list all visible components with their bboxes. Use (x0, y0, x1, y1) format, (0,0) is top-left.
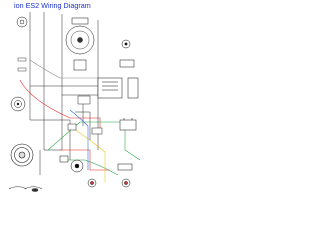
wiring-schematic (0, 0, 149, 198)
tail-lamp (88, 164, 132, 187)
headlamp (11, 144, 33, 166)
lighting-switch (120, 40, 134, 67)
distributor (66, 18, 94, 70)
fuse-icon (18, 58, 26, 71)
red-wire (20, 80, 100, 130)
grey-wire (30, 60, 98, 78)
brand-logo (9, 187, 42, 192)
blue-wire (70, 110, 88, 170)
regulator (98, 78, 138, 98)
horn-icon (11, 97, 25, 111)
battery (120, 118, 136, 130)
yellow-wire (73, 128, 105, 182)
rectifier (68, 96, 102, 134)
ignition-switch (60, 156, 83, 172)
wiring-diagram (0, 0, 149, 198)
coil-icon (17, 17, 27, 27)
green-wire-lower (65, 160, 118, 175)
page-title: ion ES2 Wiring Diagram (14, 1, 91, 10)
